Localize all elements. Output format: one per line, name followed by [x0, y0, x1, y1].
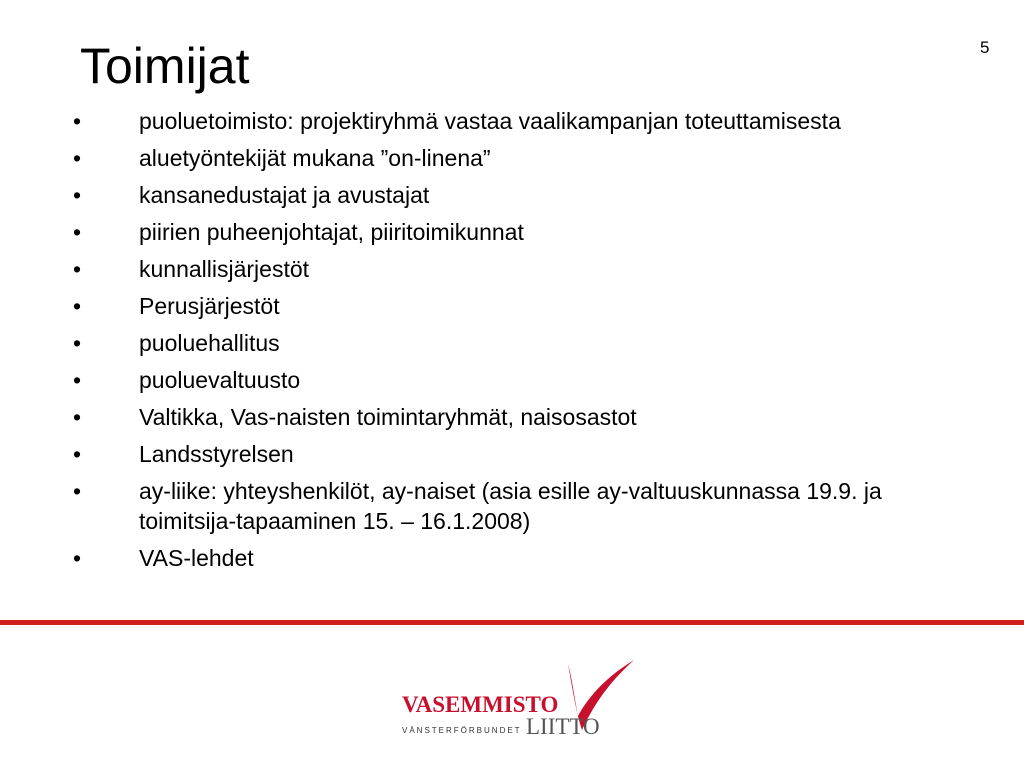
list-item-text: Landsstyrelsen	[139, 441, 294, 467]
list-item	[0, 328, 1024, 358]
divider	[0, 620, 1024, 625]
logo-text-top: VASEMMISTO	[402, 692, 559, 717]
list-item-text: puoluetoimisto: projektiryhmä vastaa vaalikampanjan toteuttamisesta	[139, 108, 841, 134]
logo-subtitle: VÄNSTERFÖRBUNDET	[402, 726, 522, 735]
logo	[398, 656, 638, 746]
page-number: 5	[980, 38, 990, 57]
list-item-text: kunnallisjärjestöt	[139, 256, 310, 282]
logo-text-bottom: LIITTO	[526, 714, 600, 739]
list-item-text: VAS-lehdet	[139, 545, 254, 571]
list-item-text: piirien puheenjohtajat, piiritoimikunnat	[139, 219, 524, 245]
bullet-icon: •	[72, 441, 82, 467]
bullet-icon: •	[72, 182, 82, 208]
list-item	[0, 291, 1024, 321]
list-item	[0, 543, 1024, 573]
bullet-icon: •	[72, 545, 82, 571]
list-item	[0, 180, 1024, 210]
list-item-text: kansanedustajat ja avustajat	[139, 182, 430, 208]
bullet-icon: •	[72, 330, 82, 356]
list-item-text: Valtikka, Vas-naisten toimintaryhmät, naisosastot	[139, 404, 637, 430]
list-item-text: ay-liike: yhteyshenkilöt, ay-naiset (asia esille ay-valtuuskunnassa 19.9. ja toimitsija-tapaaminen 15. – 16.1.2008)	[139, 478, 882, 534]
bullet-icon: •	[72, 404, 82, 430]
bullet-icon: •	[72, 367, 82, 393]
bullet-icon: •	[72, 145, 82, 171]
bullet-icon: •	[72, 108, 82, 134]
list-item	[0, 254, 1024, 284]
list-item	[0, 106, 1024, 136]
slide-title: Toimijat	[80, 38, 250, 94]
list-item-text: Perusjärjestöt	[139, 293, 280, 319]
list-item	[0, 365, 1024, 395]
list-item	[0, 476, 1024, 536]
bullet-icon: •	[72, 478, 82, 504]
list-item-text: puoluevaltuusto	[139, 367, 301, 393]
bullet-icon: •	[72, 293, 82, 319]
list-item	[0, 402, 1024, 432]
list-item-text: puoluehallitus	[139, 330, 280, 356]
bullet-icon: •	[72, 256, 82, 282]
list-item	[0, 217, 1024, 247]
bullet-icon: •	[72, 219, 82, 245]
bullet-list	[0, 106, 1024, 580]
list-item	[0, 439, 1024, 469]
list-item	[0, 143, 1024, 173]
list-item-text: aluetyöntekijät mukana ”on-linena”	[139, 145, 491, 171]
